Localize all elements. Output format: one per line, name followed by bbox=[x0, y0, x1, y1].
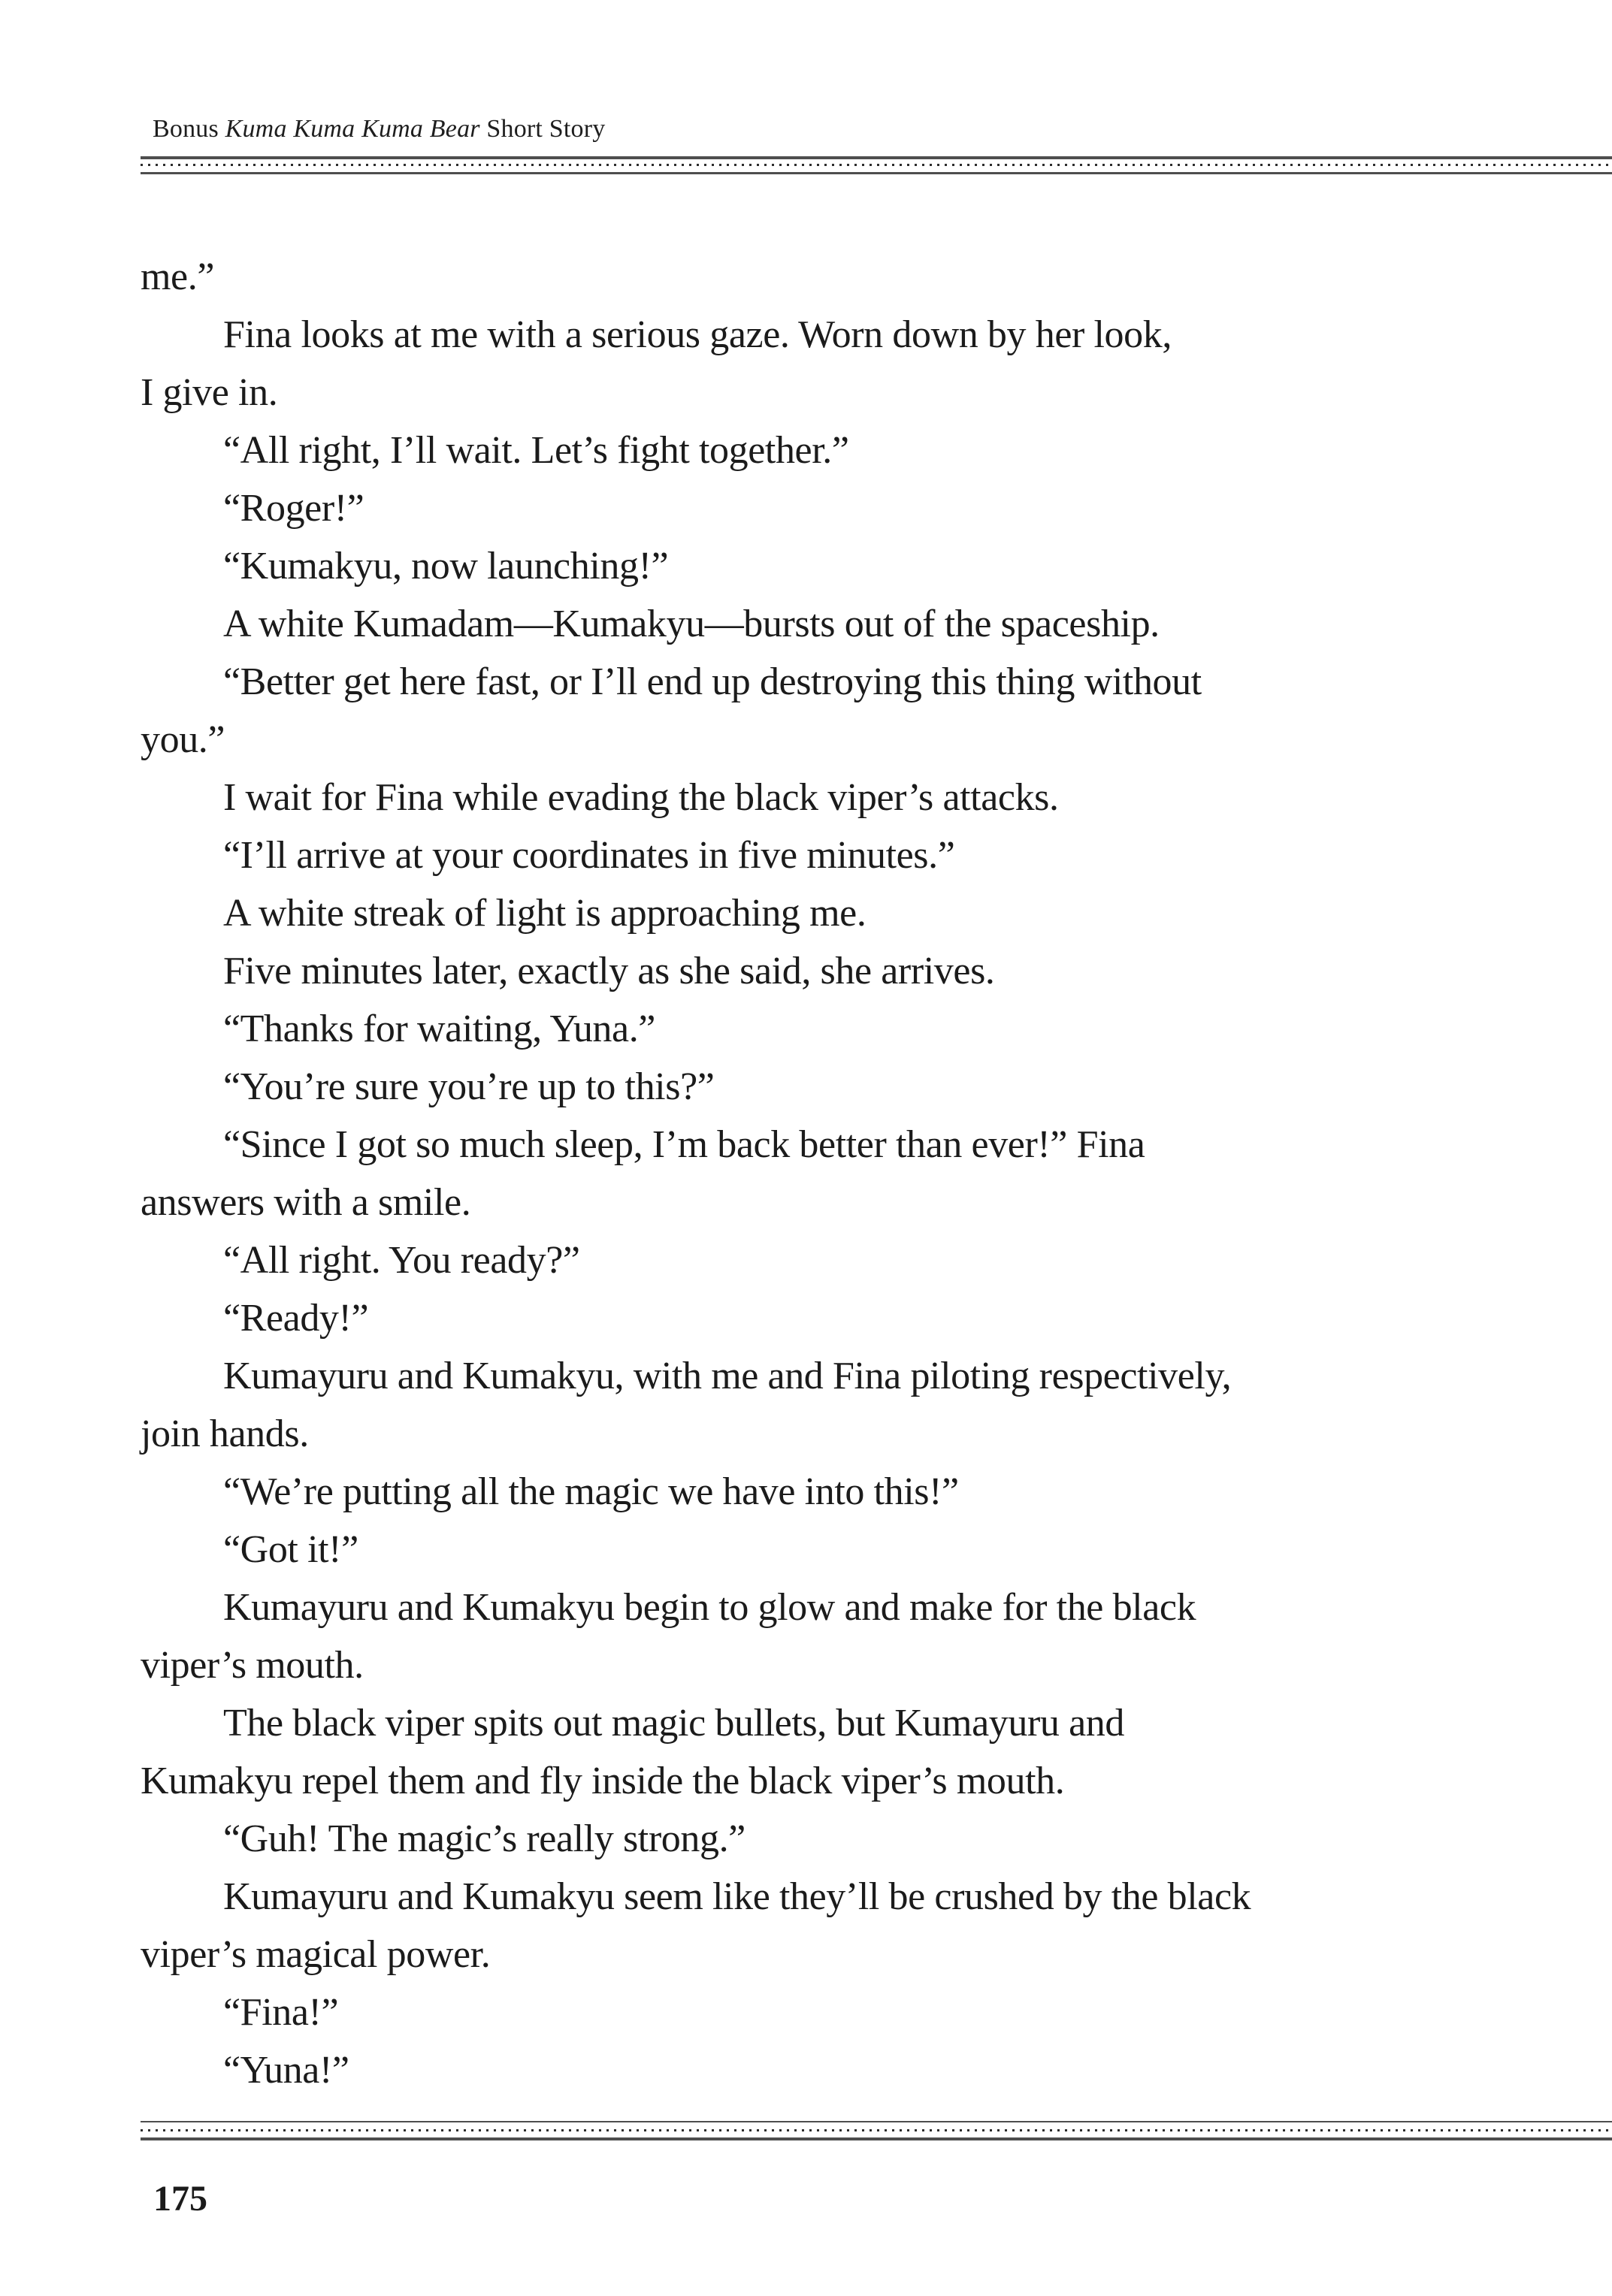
body-line: Kumayuru and Kumakyu, with me and Fina piloting respectively, bbox=[223, 1355, 1232, 1397]
body-text bbox=[141, 248, 1486, 2099]
footer-divider-rule bbox=[141, 2121, 1612, 2141]
body-line: viper’s magical power. bbox=[141, 1933, 491, 1976]
body-line: “All right. You ready?” bbox=[223, 1239, 580, 1282]
header-rule-dotted-line bbox=[141, 164, 1612, 166]
page-number: 175 bbox=[153, 2179, 207, 2219]
body-line: A white Kumadam—Kumakyu—bursts out of the spaceship. bbox=[223, 603, 1160, 645]
body-line: “Ready!” bbox=[223, 1297, 369, 1340]
running-header bbox=[153, 114, 605, 144]
running-header-suffix: Short Story bbox=[479, 115, 606, 143]
body-line: “All right, I’ll wait. Let’s fight together.” bbox=[223, 429, 849, 472]
footer-rule-top-line bbox=[141, 2121, 1612, 2122]
header-rule-top-line bbox=[141, 156, 1612, 159]
body-line: Kumakyu repel them and fly inside the black viper’s mouth. bbox=[141, 1760, 1065, 1802]
body-line: A white streak of light is approaching me. bbox=[223, 892, 866, 935]
body-line: “Better get here fast, or I’ll end up destroying this thing without bbox=[223, 660, 1202, 703]
body-line: I wait for Fina while evading the black viper’s attacks. bbox=[223, 776, 1059, 819]
body-line: “Roger!” bbox=[223, 487, 364, 530]
body-line: Kumayuru and Kumakyu seem like they’ll be crushed by the black bbox=[223, 1875, 1251, 1918]
body-line: “Guh! The magic’s really strong.” bbox=[223, 1817, 746, 1860]
body-line: Five minutes later, exactly as she said, she arrives. bbox=[223, 950, 995, 992]
body-line: answers with a smile. bbox=[141, 1181, 471, 1224]
body-line: The black viper spits out magic bullets, but Kumayuru and bbox=[223, 1702, 1124, 1745]
body-line: “I’ll arrive at your coordinates in five minutes.” bbox=[223, 834, 955, 877]
body-line: you.” bbox=[141, 718, 225, 761]
body-line: “Yuna!” bbox=[223, 2049, 349, 2092]
body-line: “You’re sure you’re up to this?” bbox=[223, 1065, 715, 1108]
body-line: “Got it!” bbox=[223, 1528, 358, 1571]
body-line: “Kumakyu, now launching!” bbox=[223, 545, 669, 588]
body-line: “Thanks for waiting, Yuna.” bbox=[223, 1008, 655, 1050]
running-header-prefix: Bonus bbox=[153, 115, 225, 143]
body-line: Kumayuru and Kumakyu begin to glow and make for the black bbox=[223, 1586, 1196, 1629]
body-line: me.” bbox=[141, 255, 215, 298]
body-line: “Since I got so much sleep, I’m back better than ever!” Fina bbox=[223, 1123, 1145, 1166]
footer-rule-bottom-line bbox=[141, 2137, 1612, 2140]
body-line: “We’re putting all the magic we have into this!” bbox=[223, 1470, 959, 1513]
body-line: join hands. bbox=[141, 1412, 309, 1455]
header-divider-rule bbox=[141, 156, 1612, 177]
body-line: “Fina!” bbox=[223, 1991, 339, 2034]
running-header-series-title: Kuma Kuma Kuma Bear bbox=[225, 115, 480, 143]
footer-rule-dotted-line bbox=[141, 2129, 1612, 2131]
header-rule-bottom-line bbox=[141, 172, 1612, 174]
body-line: Fina looks at me with a serious gaze. Worn down by her look, bbox=[223, 313, 1172, 356]
body-line: I give in. bbox=[141, 371, 278, 414]
body-line: viper’s mouth. bbox=[141, 1644, 364, 1687]
